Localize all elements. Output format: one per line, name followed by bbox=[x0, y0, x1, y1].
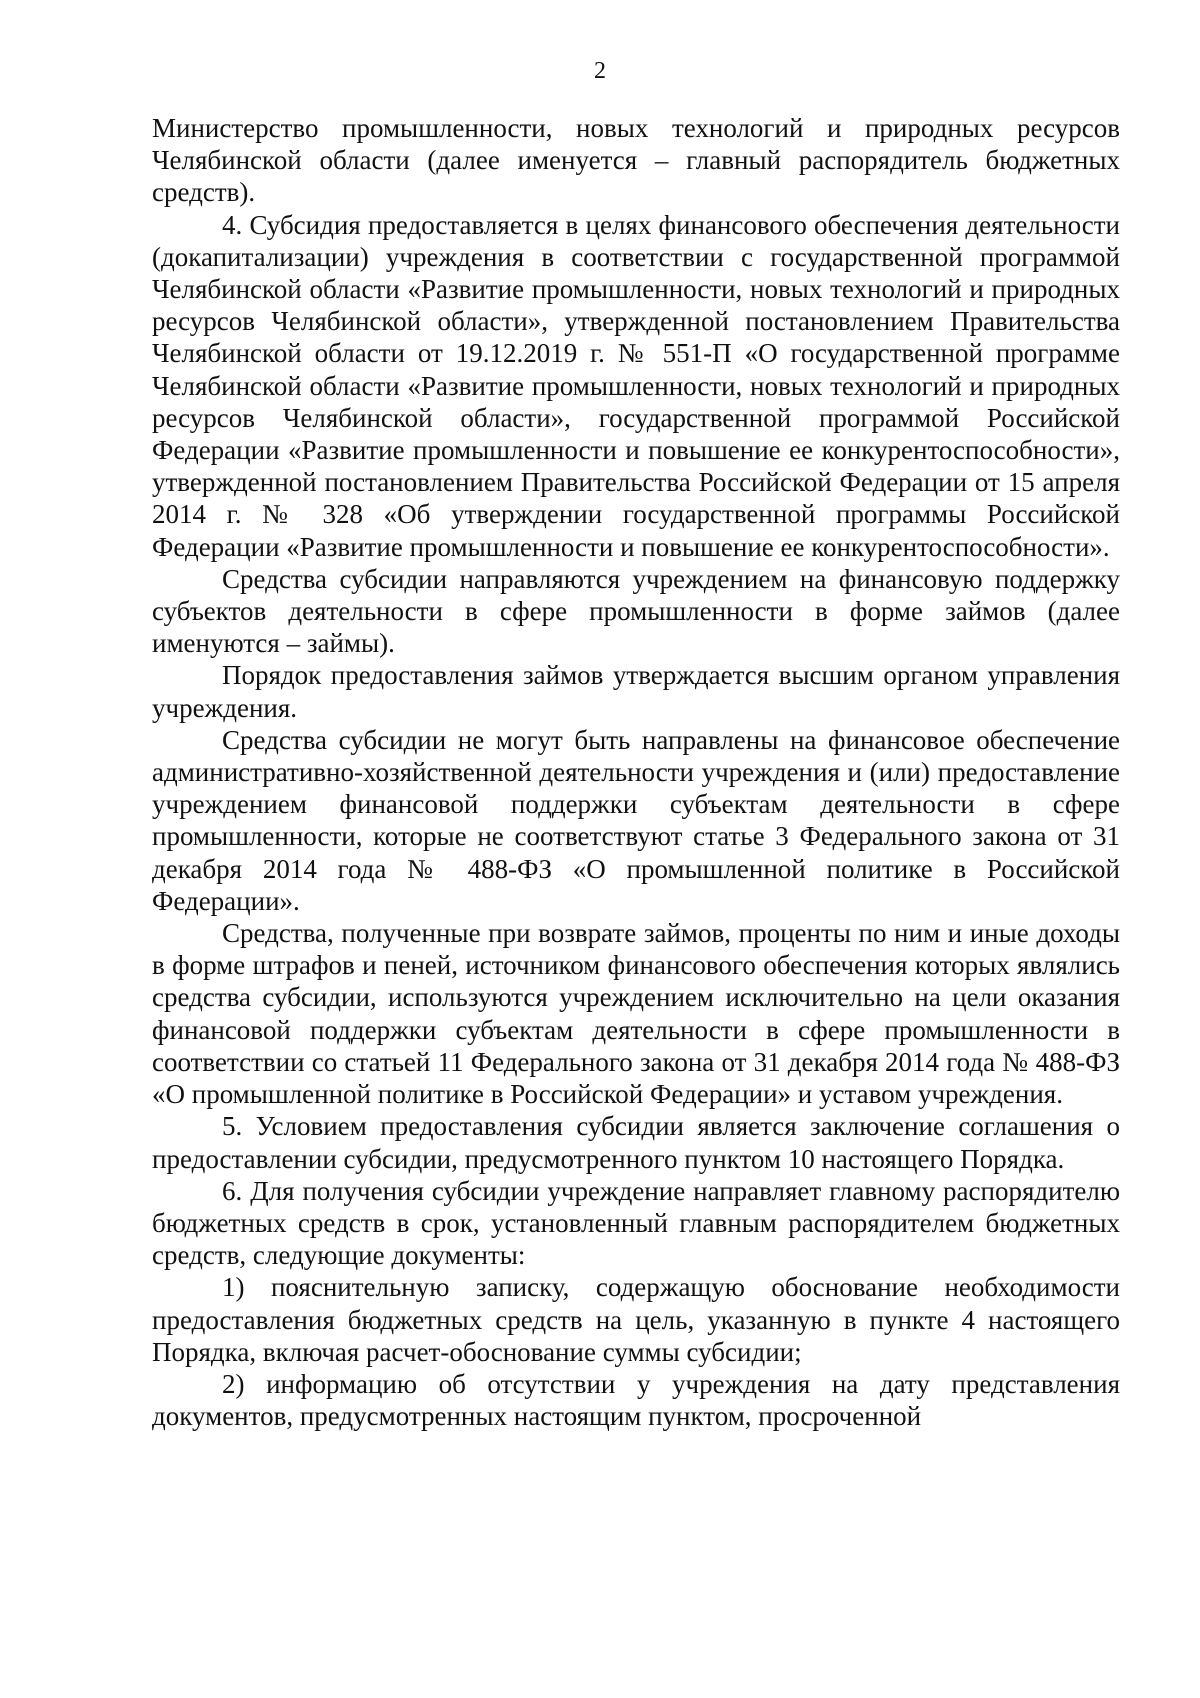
paragraph: Средства субсидии не могут быть направлены на финансовое обеспечение административно-хозяйственной деятельности учреждения и (или) предоставление учреждением финансовой поддержки субъектам деятельности в сфере промышленности, которые не соответствуют статье 3 Федерального закона от 31 декабря 2014 года № 488-ФЗ «О промышленной политике в Российской Федерации». bbox=[152, 724, 1120, 916]
document-body bbox=[152, 112, 1120, 1432]
paragraph: Средства, полученные при возврате займов, проценты по ним и иные доходы в форме штрафов и пеней, источником финансового обеспечения которых являлись средства субсидии, используются учреждением исключительно на цели оказания финансовой поддержки субъектам деятельности в сфере промышленности в соответствии со статьей 11 Федерального закона от 31 декабря 2014 года № 488-ФЗ «О промышленной политике в Российской Федерации» и уставом учреждения. bbox=[152, 918, 1120, 1110]
paragraph: 6. Для получения субсидии учреждение направляет главному распорядителю бюджетных средств в срок, установленный главным распорядителем бюджетных средств, следующие документы: bbox=[152, 1175, 1120, 1271]
paragraph: 2) информацию об отсутствии у учреждения на дату представления документов, предусмотренных настоящим пунктом, просроченной bbox=[152, 1368, 1120, 1432]
paragraph: Средства субсидии направляются учреждением на финансовую поддержку субъектов деятельности в сфере промышленности в форме займов (далее именуются – займы). bbox=[152, 563, 1120, 659]
paragraph: 5. Условием предоставления субсидии является заключение соглашения о предоставлении субсидии, предусмотренного пунктом 10 настоящего Порядка. bbox=[152, 1111, 1120, 1174]
paragraph: Министерство промышленности, новых технологий и природных ресурсов Челябинской области (далее именуется – главный распорядитель бюджетных средств). bbox=[152, 113, 1120, 208]
paragraph: Порядок предоставления займов утверждается высшим органом управления учреждения. bbox=[152, 660, 1120, 723]
paragraph: 1) пояснительную записку, содержащую обоснование необходимости предоставления бюджетных средств на цель, указанную в пункте 4 настоящего Порядка, включая расчет-обоснование суммы субсидии; bbox=[152, 1272, 1120, 1367]
page-number: 2 bbox=[594, 58, 606, 84]
paragraph: 4. Субсидия предоставляется в целях финансового обеспечения деятельности (докапитализации) учреждения в соответствии с государственной программой Челябинской области «Развитие промышленности, новых технологий и природных ресурсов Челябинской области», утвержденной постановлением Правительства Челябинской области от 19.12.2019 г. № 551-П «О государственной программе Челябинской области «Развитие промышленности, новых технологий и природных ресурсов Челябинской области», государственной программой Российской Федерации «Развитие промышленности и повышение ее конкурентоспособности», утвержденной постановлением Правительства Российской Федерации от 15 апреля 2014 г. № 328 «Об утверждении государственной программы Российской Федерации «Развитие промышленности и повышение ее конкурентоспособности». bbox=[152, 209, 1120, 562]
